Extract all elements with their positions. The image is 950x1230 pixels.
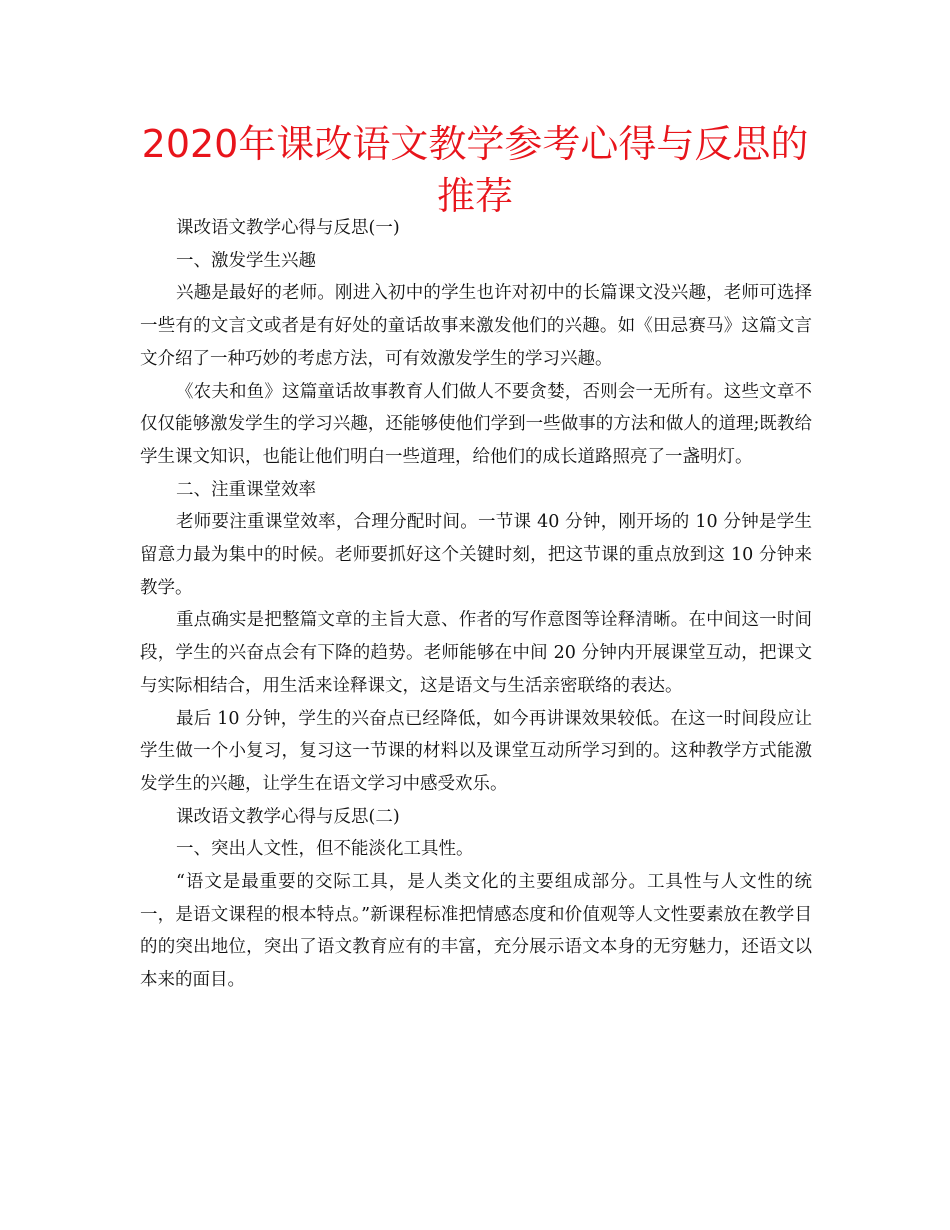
section-heading-2: 课改语文教学心得与反思(二) [176,806,400,827]
paragraph: 重点确实是把整篇文章的主旨大意、作者的写作意图等诠释清晰。在中间这一时间段，学生的兴奋点会有下降的趋势。老师能够在中间 20 分钟内开展课堂互动，把课文与实际相结合，用生活来诠释课文，这是语文与生活亲密联络的表达。 [140,610,812,696]
subheading-1: 一、激发学生兴趣 [176,250,316,271]
document-title: 2020年课改语文教学参考心得与反思的推荐 [141,122,809,218]
paragraph: 老师要注重课堂效率，合理分配时间。一节课 40 分钟，刚开场的 10 分钟是学生留意力最为集中的时候。老师要抓好这个关键时刻，把这节课的重点放到这 10 分钟来教学。 [140,512,812,598]
document-body [140,212,812,997]
subheading-3: 一、突出人文性，但不能淡化工具性。 [176,839,474,860]
paragraph: “语文是最重要的交际工具，是人类文化的主要组成部分。工具性与人文性的统一，是语文课程的根本特点。”新课程标准把情感态度和价值观等人文性要素放在教学目的的突出地位，突出了语文教育应有的丰富，充分展示语文本身的无穷魅力，还语文以本来的面目。 [140,872,812,991]
paragraph: 《农夫和鱼》这篇童话故事教育人们做人不要贪婪，否则会一无所有。这些文章不仅仅能够激发学生的学习兴趣，还能够使他们学到一些做事的方法和做人的道理;既教给学生课文知识，也能让他们明白一些道理，给他们的成长道路照亮了一盏明灯。 [140,381,812,467]
paragraph: 兴趣是最好的老师。刚进入初中的学生也许对初中的长篇课文没兴趣，老师可选择一些有的文言文或者是有好处的童话故事来激发他们的兴趣。如《田忌赛马》这篇文言文介绍了一种巧妙的考虑方法，可有效激发学生的学习兴趣。 [140,283,812,369]
subheading-2: 二、注重课堂效率 [176,479,316,500]
section-heading-1: 课改语文教学心得与反思(一) [176,218,400,238]
paragraph: 最后 10 分钟，学生的兴奋点已经降低，如今再讲课效果较低。在这一时间段应让学生做一个小复习，复习这一节课的材料以及课堂互动所学习到的。这种教学方式能激发学生的兴趣，让学生在语文学习中感受欢乐。 [140,708,812,794]
